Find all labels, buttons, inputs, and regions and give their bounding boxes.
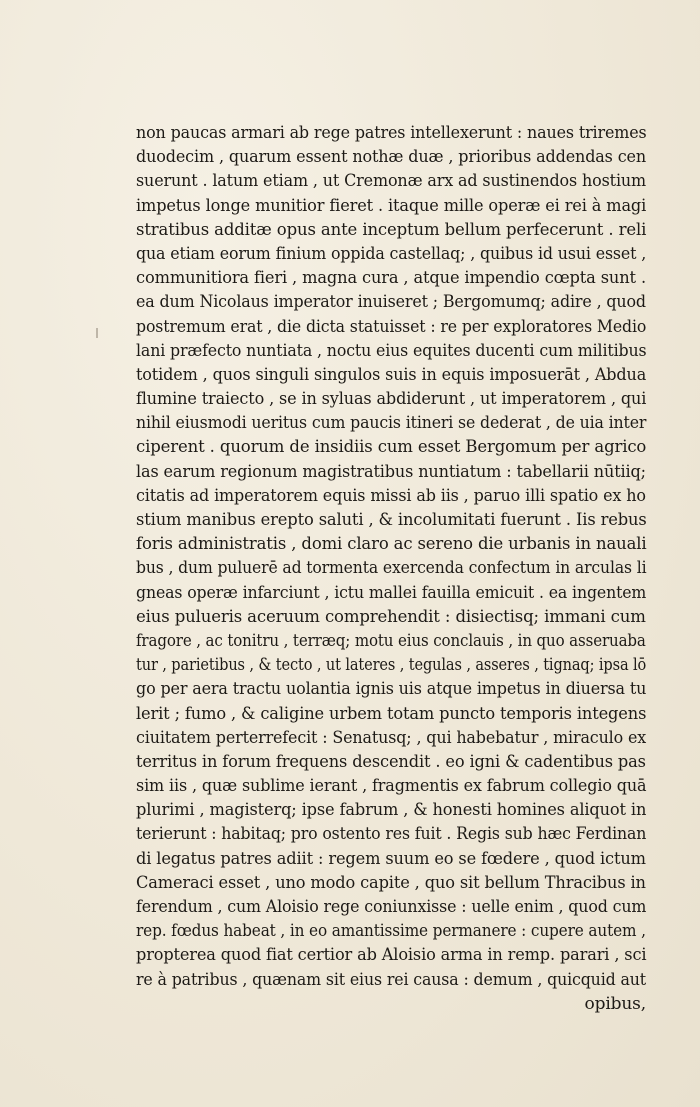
text-line: eius pulueris aceruum comprehendit : disiectisq; immani cum <box>136 606 646 627</box>
text-line: go per aera tractu uolantia ignis uis atque impetus in diuersa tu <box>136 679 647 700</box>
text-line: sim iis , quæ sublime ierant , fragmentis ex fabrum collegio quā <box>136 776 647 797</box>
text-line: las earum regionum magistratibus nuntiatum : tabellarii nūtiiq; <box>136 461 646 482</box>
text-line: propterea quod fiat certior ab Aloisio arma in remp. parari , sci <box>136 945 647 966</box>
text-line: duodecim , quarum essent nothæ duæ , prioribus addendas cen <box>136 147 647 168</box>
text-line: totidem , quos singuli singulos suis in equis imposuerāt , Abdua <box>136 364 647 385</box>
text-line: stium manibus erepto saluti , & incolumitati fuerunt . Iis rebus <box>136 510 647 530</box>
text-line: ciperent . quorum de insidiis cum esset Bergomum per agrico <box>136 437 647 458</box>
text-line: di legatus patres adiit : regem suum eo se fœdere , quod ictum <box>136 848 646 869</box>
margin-mark <box>96 328 98 338</box>
text-line: ferendum , cum Aloisio rege coniunxisse : uelle enim , quod cum <box>136 897 647 917</box>
text-block <box>136 121 646 1016</box>
text-line: foris administratis , domi claro ac sereno die urbanis in nauali <box>136 534 647 555</box>
text-line: nihil eiusmodi ueritus cum paucis itineri se dederat , de uia inter <box>136 413 647 434</box>
text-line: tur , parietibus , & tecto , ut lateres , tegulas , asseres , tignaq; ipsa lō <box>136 655 647 676</box>
text-line: ciuitatem perterrefecit : Senatusq; , qui habebatur , miraculo ex <box>136 727 647 748</box>
text-line: territus in forum frequens descendit . eo igni & cadentibus pas <box>136 751 646 772</box>
text-line: ea dum Nicolaus imperator inuiseret ; Bergomumq; adire , quod <box>136 292 646 313</box>
text-line: fragore , ac tonitru , terræq; motu eius conclauis , in quo asseruaba <box>136 630 646 651</box>
text-line: qua etiam eorum finium oppida castellaq; , quibus id usui esset , <box>136 243 647 264</box>
text-line: impetus longe munitior fieret . itaque mille operæ ei rei à magi <box>136 195 647 216</box>
text-line: lani præfecto nuntiata , noctu eius equites ducenti cum militibus <box>136 340 647 361</box>
text-line: stratibus additæ opus ante inceptum bellum perfecerunt . reli <box>136 219 647 240</box>
text-line: citatis ad imperatorem equis missi ab iis , paruo illi spatio ex ho <box>136 485 646 506</box>
text-line: re à patribus , quænam sit eius rei causa : demum , quicquid aut <box>136 969 647 990</box>
text-line: bus , dum puluerē ad tormenta exercenda confectum in arculas li <box>136 558 647 579</box>
text-line: plurimi , magisterq; ipse fabrum , & honesti homines aliquot in <box>136 800 647 821</box>
text-line: Cameraci esset , uno modo capite , quo sit bellum Thracibus in <box>136 872 646 893</box>
text-line: lerit ; fumo , & caligine urbem totam puncto temporis integens <box>136 703 647 724</box>
text-line: suerunt . latum etiam , ut Cremonæ arx ad sustinendos hostium <box>136 171 647 192</box>
catchword: opibus, <box>584 993 646 1014</box>
text-line: terierunt : habitaq; pro ostento res fuit . Regis sub hæc Ferdinan <box>136 824 647 845</box>
text-line: rep. fœdus habeat , in eo amantissime permanere : cupere autem , <box>136 921 646 942</box>
text-line: non paucas armari ab rege patres intellexerunt : naues triremes <box>136 123 647 143</box>
text-line: flumine traiecto , se in syluas abdiderunt , ut imperatorem , qui <box>136 389 647 410</box>
text-line: postremum erat , die dicta statuisset : re per exploratores Medio <box>136 316 647 337</box>
text-line: communitiora fieri , magna cura , atque impendio cœpta sunt . <box>136 268 646 289</box>
text-line: gneas operæ infarciunt , ictu mallei fauilla emicuit . ea ingentem <box>136 582 647 603</box>
